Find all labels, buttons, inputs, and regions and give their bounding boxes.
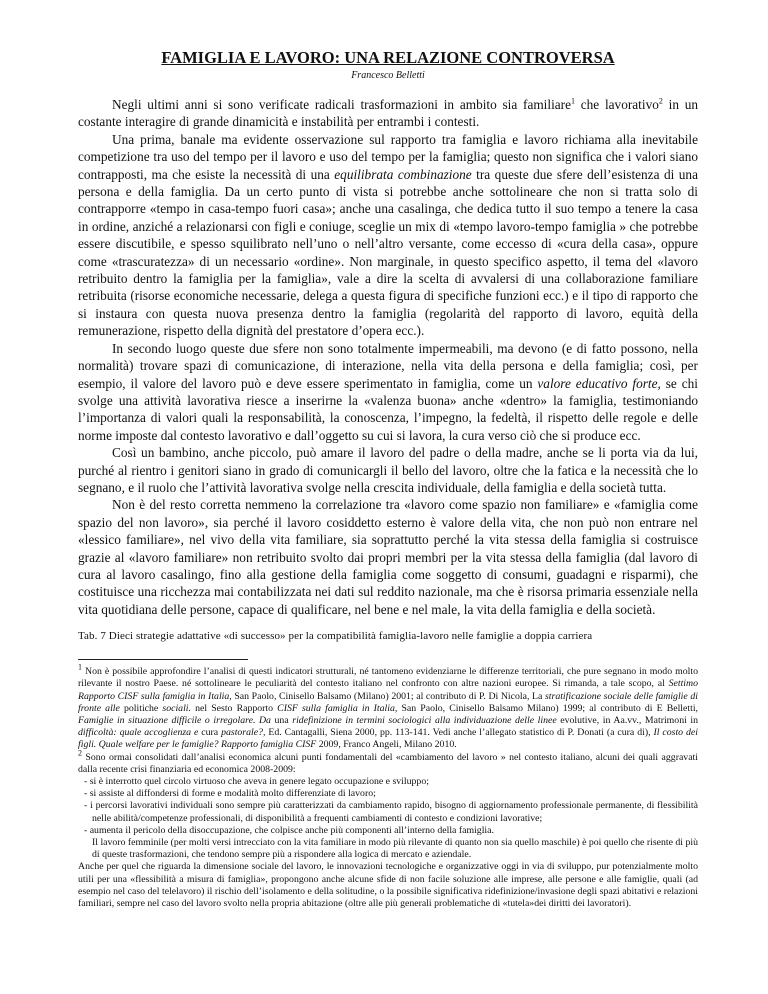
footnote-2: $^2$ Sono ormai consolidati dall’analisi economica alcuni punti fondamentali del «cambiamento del lavoro » nel contesto italiano, alcuni dei quali aggravati dalla recente crisi finanziaria ed economica 2008-2009: bbox=[78, 748, 698, 775]
paragraph-3: In secondo luogo queste due sfere non sono totalmente impermeabili, ma devono (e di fatto possono, nella normalità) trovare spazi di comunicazione, di interazione, nella vita della persona e della famiglia; così, per esempio, il valore del lavoro può e deve essere sperimentato in famiglia, come un valore educativo forte, se chi svolge una attività lavorativa riesce a inserirne la «valenza buona» anche «dentro» la famiglia, testimoniando l’importanza di valori quali la responsabilità, la conoscenza, l’impegno, la fedeltà, il rispetto delle regole e delle norme imposte dal contesto lavorativo e dall’oggetto su cui si lavora, la cura verso ciò che si produce ecc. bbox=[78, 340, 698, 443]
footnote-ref-2[interactable]: 2 bbox=[658, 96, 663, 106]
footnotes bbox=[78, 662, 699, 910]
list-item: - i percorsi lavorativi individuali sono sempre più caratterizzati da cambiamento rapido, bisogno di aggiornamento professionale permanente, di flessibilità nelle abilità/competenze professionali, di disponibilità a frequenti cambiamenti di contesto e condizioni lavorative; bbox=[84, 800, 698, 824]
table-caption: Tab. 7 Dieci strategie adattative «di successo» per la compatibilità famiglia-lavoro nelle famiglie a doppia carriera bbox=[78, 630, 593, 643]
list-item: - si assiste al diffondersi di forme e modalità molto differenziate di lavoro; bbox=[84, 788, 376, 800]
footnote-2-closing: Anche per quel che riguarda la dimensione sociale del lavoro, le innovazioni tecnologiche e organizzative oggi in via di sviluppo, pur potenzialmente molto utili per una «flessibilità a misura di famiglia», propongono anche alcune sfide di non facile soluzione alle imprese, alle persone e alle famiglie, quali (ad esempio nel caso del telelavoro) il rischio dell’isolamento e della solitudine, o la possibile significativa ridefinizione/invasione degli spazi abitativi e relazioni familiari, sempre nel caso del lavoro svolto nella propria abitazione (oltre alle più generali problematiche di «tutela»dei diritti dei lavoratori). bbox=[78, 861, 698, 910]
author-name: Francesco Belletti bbox=[351, 70, 425, 81]
list-item: - si è interrotto quel circolo virtuoso che aveva in genere legato occupazione e sviluppo; bbox=[84, 776, 429, 788]
footnote-separator bbox=[78, 659, 248, 660]
footnote-1: $^1$ Non è possibile approfondire l’analisi di questi indicatori strutturali, né tantomeno evidenziarne le differenze territoriali, che pure segnano in modo molto rilevante il nostro Paese. né sottolineare le peculiarità del contesto italiano nel confronto con altre nazioni europee. Si rimanda, a tale scopo, al Settimo Rapporto CISF sulla famiglia in Italia, San Paolo, Cinisello Balsamo (Milano) 2001; al contributo di P. Di Nicola, La stratificazione sociale delle famiglie di fronte alle politiche sociali. nel Sesto Rapporto CISF sulla famiglia in Italia, San Paolo, Cinisello Balsamo Milano) 1999; al contributo di E Belletti, Famiglie in situazione difficile o irregolare. Da una ridefinizione in termini sociologici alla individuazione delle linee evolutive, in Aa.vv., Matrimoni in difficoltà: quale accoglienza e cura pastorale?, Ed. Cantagalli, Siena 2000, pp. 113-141. Vedi anche l’allegato statistico di P. Donati (a cura di), Il costo dei figli. Quale welfare per le famiglie? Rapporto famiglia CISF 2009, Franco Angeli, Milano 2010. bbox=[78, 662, 699, 751]
footnote-ref-1[interactable]: 1 bbox=[571, 96, 576, 106]
list-item: - aumenta il pericolo della disoccupazione, che colpisce anche più componenti all’interno della famiglia. bbox=[84, 824, 494, 836]
paragraph-4: Così un bambino, anche piccolo, può amare il lavoro del padre o della madre, anche se li porta via da lui, purché al rientro i genitori siano in grado di comunicargli il bello del lavoro, oltre che la fatica e la necessità che lo segnano, e il ruolo che l’attività lavorativa svolge nella crescita individuale, della famiglia e della società tutta. bbox=[78, 445, 698, 495]
page-title: FAMIGLIA E LAVORO: UNA RELAZIONE CONTROVERSA bbox=[161, 48, 615, 67]
footnote-2-continuation: Il lavoro femminile (per molti versi intrecciato con la vita familiare in modo più rilevante di quanto non sia quello maschile) è poi quello che risente di più di queste trasformazioni, che tendono sempre più a rispondere alla logica di mercato e aziendale. bbox=[92, 837, 698, 861]
paragraph-5: Non è del resto corretta nemmeno la correlazione tra «lavoro come spazio non familiare» e «famiglia come spazio del non lavoro», sia perché il lavoro cosiddetto esterno è valore della vita, che non può non entrare nel «lessico familiare», nel vivo della vita familiare, sia soprattutto perché la vita stessa della famiglia si costruisce grazie al «lavoro familiare» non retribuito svolto dai propri membri per la vita stessa della famiglia (dal lavoro di cura al lavoro casalingo, fino alla gestione della famiglia come soggetto di consumi, guadagni e risparmi), che costituisce una ricchezza mai contabilizzata nei dati sul reddito nazionale, ma che è risorsa primaria essenziale nella vita quotidiana delle persone, capace di qualificare, nel bene e nel male, la vita della famiglia e della società. bbox=[78, 497, 698, 617]
body-text bbox=[78, 96, 698, 618]
document-page bbox=[78, 48, 698, 910]
paragraph-2: Una prima, banale ma evidente osservazione sul rapporto tra famiglia e lavoro richiama alla inevitabile competizione tra uso del tempo per il lavoro e uso del tempo per la famiglia; questo non significa che i valori siano contrapposti, ma che esiste la necessità di una equilibrata combinazione tra queste due sfere dell’esistenza di una persona e della famiglia. Da un certo punto di vista si potrebbe anche sottolineare che non si tratta solo di contrapporre «tempo in casa-tempo fuori casa»; anche una casalinga, che dedica tutto il suo tempo a tenere la casa in ordine, anziché a relazionarsi con figli e coniuge, sceglie un mix di «tempo lavoro-tempo famiglia » che potrebbe essere discutibile, e spesso squilibrato nell’uno o nell’altro versante, come eccesso di «cura della casa», oppure come «trascuratezza» di un necessario «ordine». Non marginale, in questo specifico aspetto, il tema del «lavoro retribuito dentro la famiglia per la famiglia», vale a dire la scelta di avvalersi di una collaborazione familiare retribuita (risorse economiche necessarie, delega a questa figura di specifiche funzioni ecc.) e il tipo di rapporto che si instaura con questa nuova presenza dentro la famiglia (regolarità del rapporto di lavoro, equità della remunerazione, rispetto della dignità del prestatore d’opera ecc.). bbox=[78, 131, 698, 339]
footnote-2-list bbox=[78, 776, 698, 837]
paragraph-1: Negli ultimi anni si sono verificate radicali trasformazioni in ambito sia familiare$^1$ che lavorativo$^2$ in un costante interagire di grande dinamicità e instabilità per entrambi i contesti. bbox=[78, 96, 699, 130]
